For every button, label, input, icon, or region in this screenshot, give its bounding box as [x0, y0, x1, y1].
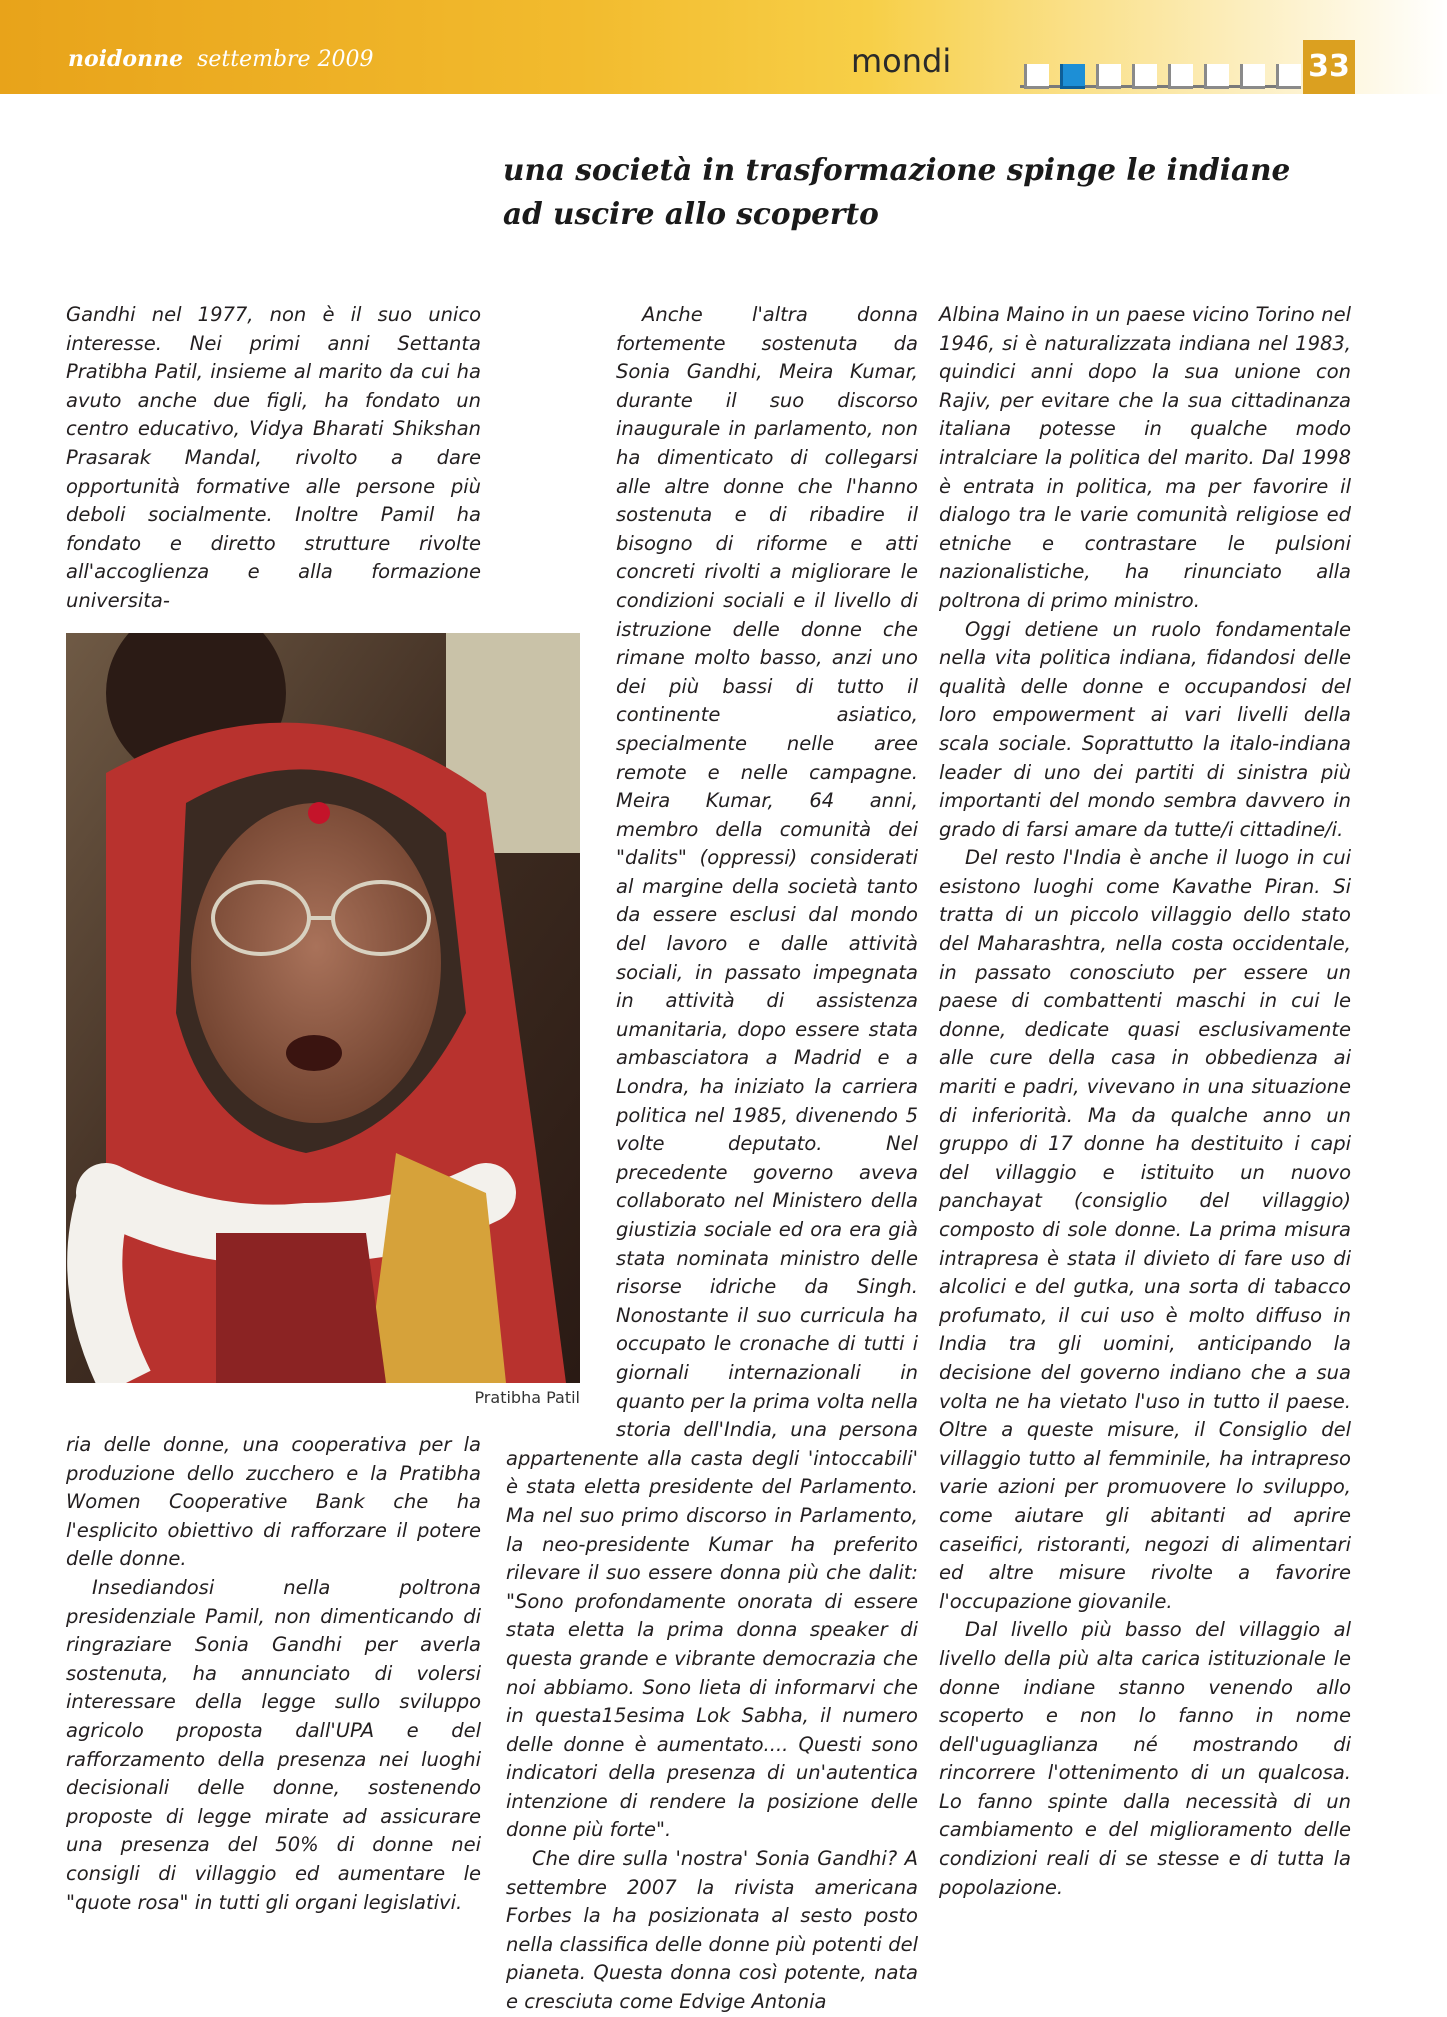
page-number: 33: [1303, 40, 1355, 94]
indicator-box: [1168, 64, 1193, 89]
indicator-box: [1132, 64, 1157, 89]
section-indicator-boxes: [1020, 52, 1300, 92]
article-column-3: [939, 301, 1351, 1902]
photo-caption: Pratibha Patil: [474, 1388, 580, 1407]
portrait-photo: [66, 633, 580, 1383]
indicator-box: [1276, 64, 1301, 89]
article-headline: [503, 148, 1303, 236]
paragraph: Del resto l'India è anche il luogo in cui esistono luoghi come Kavathe Piran. Si tratta di un piccolo villaggio dello stato del Maharashtra, nella costa occidentale, in passato conosciuto per essere un paese di combattenti maschi in cui le donne, dedicate quasi esclusivamente alle cure della casa in obbedienza ai mariti e padri, vivevano in una situazione di inferiorità. Ma da qualche anno un gruppo di 17 donne ha destituito i capi del villaggio e istituito un nuovo panchayat (consiglio del villaggio) composto di sole donne. La prima misura intrapresa è stata il divieto di fare uso di alcolici e del gutka, una sorta di tabacco profumato, il cui uso è molto diffuso in India tra gli uomini, anticipando la decisione del governo indiano che a sua volta ne ha vietato l'uso in tutto il paese. Oltre a queste misure, il Consiglio del villaggio tutto al femminile, ha intrapreso varie azioni per promuovere lo sviluppo, come aiutare gli abitanti ad aprire caseifici, ristoranti, negozi di alimentari ed altre misure rivolte a favorire l'occupazione giovanile.: [939, 846, 1351, 1613]
portrait-illustration: [66, 633, 580, 1383]
paragraph: ria delle donne, una cooperativa per la produzione dello zucchero e la Pratibha Women Cooperative Bank che ha l'esplicito obiettivo di rafforzare il potere delle donne.: [66, 1433, 481, 1571]
indicator-box: [1204, 64, 1229, 89]
photo-wrap-spacer: [506, 644, 616, 1425]
article-column-2: [506, 301, 918, 2017]
issue-date: settembre 2009: [197, 47, 374, 72]
paragraph: Che dire sulla 'nostra' Sonia Gandhi? A settembre 2007 la rivista americana Forbes la ha posizionata al sesto posto nella classifica delle donne più potenti del pianeta. Questa donna così potente, nata e cresciuta come Edvige Antonia: [506, 1847, 918, 2014]
paragraph: Oggi detiene un ruolo fondamentale nella vita politica indiana, fidandosi delle qualità delle donne e occupandosi del loro empowerment ai vari livelli della scala sociale. Soprattutto la italo-indiana leader di uno dei partiti di sinistra più importanti del mondo sembra davvero in grado di farsi amare da tutte/i cittadine/i.: [939, 617, 1351, 841]
headline-line-1: una società in trasformazione spinge le indiane: [503, 152, 1291, 187]
magazine-masthead: [68, 46, 374, 72]
paragraph: Gandhi nel 1977, non è il suo unico interesse. Nei primi anni Settanta Pratibha Patil, insieme al marito da cui ha avuto anche due figli, ha fondato un centro educativo, Vidya Bharati Shikshan Prasarak Mandal, rivolto a dare opportunità formative alle persone più deboli socialmente. Inoltre Pamil ha fondato e diretto strutture rivolte all'accoglienza e alla formazione universita-: [66, 303, 481, 612]
paragraph: Anche l'altra donna fortemente sostenuta da Sonia Gandhi, Meira Kumar, durante il suo discorso inaugurale in parlamento, non ha dimenticato di collegarsi alle altre donne che l'hanno sostenuta e di ribadire il bisogno di riforme e atti concreti rivolti a migliorare le condizioni sociali e il livello di istruzione delle donne che rimane molto basso, anzi uno dei più bassi di tutto il continente asiatico, specialmente nelle aree remote e nelle campagne. Meira Kumar, 64 anni, membro della comunità dei "dalits" (oppressi) considerati al margine della società tanto da essere esclusi dal mondo del lavoro e dalle attività sociali, in passato impegnata in attività di assistenza umanitaria, dopo essere stata ambasciatora a Madrid e a Londra, ha iniziato la carriera politica nel 1985, divenendo 5 volte deputato. Nel precedente governo aveva collaborato nel Ministero della giustizia sociale ed ora era già stata nominata ministro delle risorse idriche da Singh. Nonostante il suo curricula ha occupato le cronache di tutti i giornali internazionali in quanto per la prima volta nella storia dell'India, una persona appartenente alla casta degli 'intoccabili' è stata eletta presidente del Parlamento. Ma nel suo primo discorso in Parlamento, la neo-presidente Kumar ha preferito rilevare il suo essere donna più che dalit: "Sono profondamente onorata di essere stata eletta la prima donna speaker di questa grande e vibrante democrazia che noi abbiamo. Sono lieta di informarvi che in questa15esima Lok Sabha, il numero delle donne è aumentato.... Questi sono indicatori della presenza di un'autentica intenzione di rendere la posizione delle donne più forte".: [506, 303, 918, 1842]
magazine-name: noidonne: [68, 46, 184, 72]
section-label: mondi: [851, 42, 952, 80]
paragraph: Insediandosi nella poltrona presidenziale Pamil, non dimenticando di ringraziare Sonia Gandhi per averla sostenuta, ha annunciato di volersi interessare della legge sullo sviluppo agricolo proposta dall'UPA e del rafforzamento della presenza nei luoghi decisionali delle donne, sostenendo proposte di legge mirate ad assicurare una presenza del 50% di donne nei consigli di villaggio ed aumentare le "quote rosa" in tutti gli organi legislativi.: [66, 1575, 481, 1914]
indicator-box-active: [1060, 64, 1085, 89]
paragraph: Albina Maino in un paese vicino Torino nel 1946, si è naturalizzata indiana nel 1983, quindici anni dopo la sua unione con Rajiv, per evitare che la sua cittadinanza italiana potesse in qualche modo intralciare la politica del marito. Dal 1998 è entrata in politica, ma per favorire il dialogo tra le varie comunità religiose ed etniche e contrastare le pulsioni nazionalistiche, ha rinunciato alla poltrona di primo ministro.: [939, 303, 1351, 612]
indicator-box: [1240, 64, 1265, 89]
indicator-box: [1096, 64, 1121, 89]
article-column-1-bottom: [66, 1431, 481, 1917]
indicator-box: [1024, 64, 1049, 89]
headline-line-2: ad uscire allo scoperto: [503, 196, 879, 231]
article-column-1-top: [66, 301, 481, 616]
paragraph: Dal livello più basso del villaggio al livello della più alta carica istituzionale le donne indiane stanno venendo allo scoperto e non lo fanno in nome dell'uguaglianza né mostrando di rincorrere l'ottenimento di un qualcosa. Lo fanno spinte dalla necessità di un cambiamento e del miglioramento delle condizioni reali di se stesse e di tutta la popolazione.: [939, 1618, 1351, 1899]
